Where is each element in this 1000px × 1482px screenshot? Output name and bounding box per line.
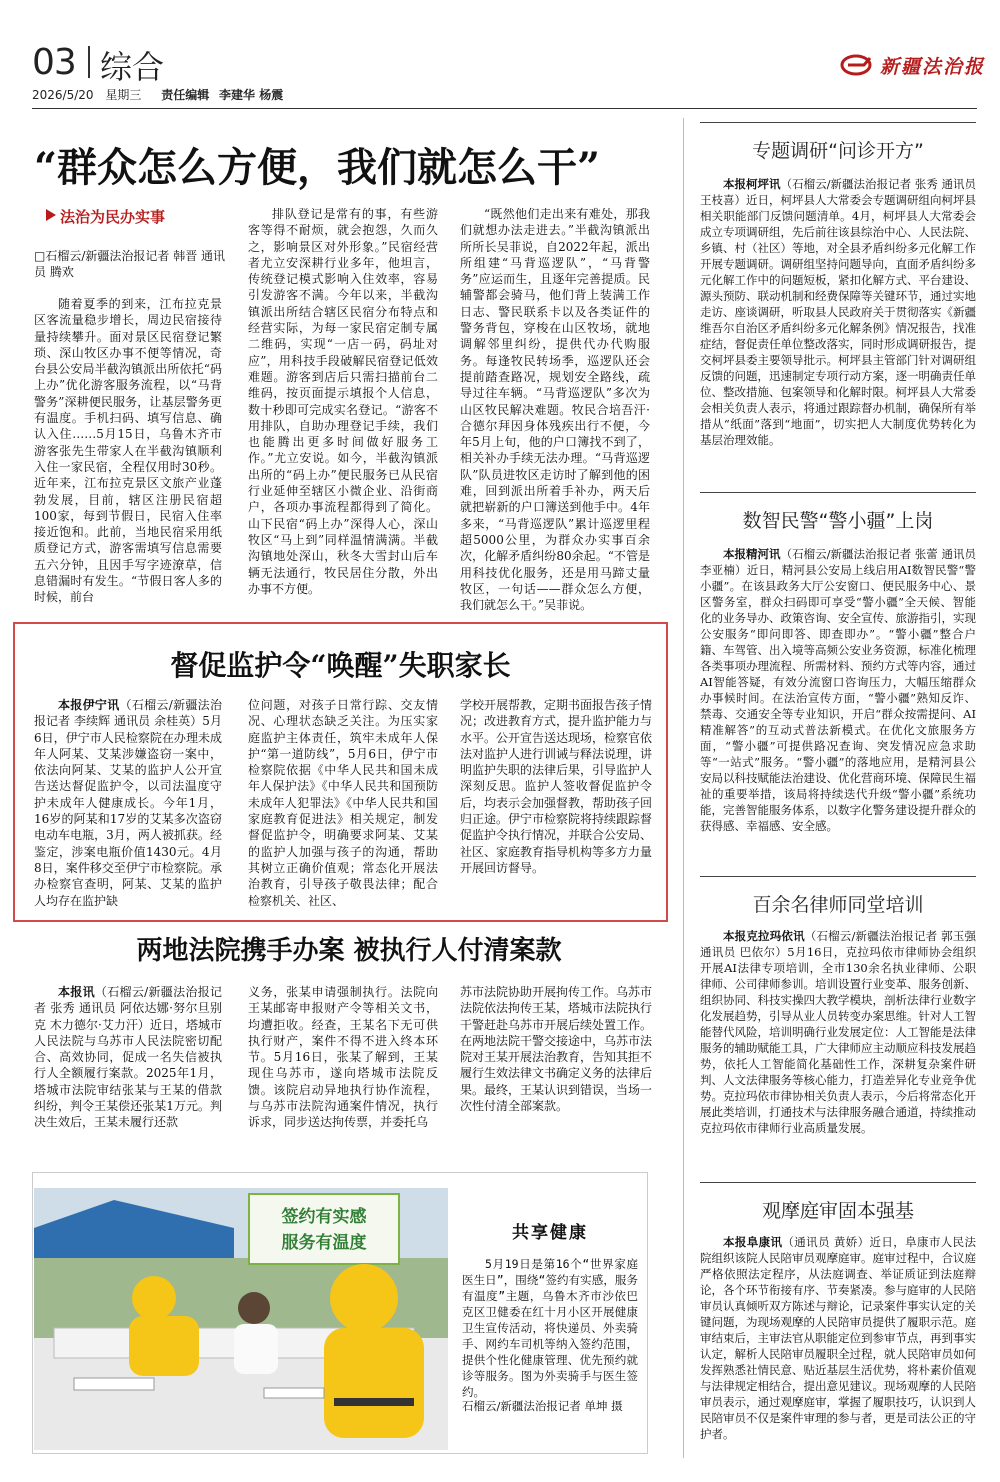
masthead-title: 新疆法治报 bbox=[880, 56, 986, 78]
sidebar-title-4: 观摩庭审固本强基 bbox=[700, 1196, 976, 1223]
sidebar-story-2-text: （石榴云/新疆法治报记者 张蕾 通讯员 李亚楠）近日，精河县公安局上线启用AI数智民警“警小疆”。在该县政务大厅公安窗口、便民服务中心、景区警务室，群众扫码即可享受“警小疆”全天候、智能化的业务导办、政策咨询、安全宣传、旅游指引，实现公安服务“即问即答、即查即办”。“警小疆”整合户籍、车驾管、出入境等高频公安业务资源，标准化梳理各类事项办理流程、所需材料、预约方式等内容，通过AI智能答疑，有效分流窗口咨询压力，大幅压缩群众办事候时间。在法治宣传方面，“警小疆”熟知反诈、禁毒、交通安全等专业知识，开启“群众按需提问、AI精准解答”的互动式普法新模式。在优化文旅服务方面，“警小疆”可提供路况查询、突发情况应急求助等“一站式”服务。“警小疆”的落地应用，是精河县公安局以科技赋能法治建设、优化营商环境、保障民生福祉的重要举措，该局将持续迭代升级“警小疆”系统功能，完善智能服务体系，以数字化警务建设提升群众的获得感、幸福感、安全感。 bbox=[700, 547, 976, 833]
column-separator bbox=[683, 118, 684, 1458]
header-meta bbox=[32, 86, 283, 103]
sidebar-dateline-1: 本报柯坪讯 bbox=[723, 177, 781, 191]
editors-label: 责任编辑 bbox=[161, 88, 210, 102]
issue-date: 2026/5/20 bbox=[32, 88, 94, 102]
sidebar-story-4-text: （通讯员 黄娇）近日，阜康市人民法院组织该院人民陪审员观摩庭审。庭审过程中，合议庭严格依照法定程序，从法庭调查、举证质证到法庭辩论，各个环节衔接有序、节奏紧凑。参与庭审的人民陪审员认真倾听双方陈述与辩论，记录案件事实认定的关键问题，为现场观摩的人民陪审员提供了履职示范。庭审结束后，主审法官从职能定位到参审节点，再到事实认定，解析人民陪审员履职全过程，就人民陪审员如何发挥熟悉社情民意、贴近基层生活优势，将朴素价值观与法律规定相结合，提出意见建议。现场观摩的人民陪审员表示，通过观摩庭审，掌握了履职技巧，认识到人民陪审员不仅是案件审理的参与者，更是司法公正的守护者。 bbox=[700, 1235, 976, 1441]
guardian-column-1 bbox=[34, 697, 222, 909]
court-dateline: 本报讯 bbox=[58, 985, 95, 999]
court-headline: 两地法院携手办案 被执行人付清案款 bbox=[136, 936, 562, 966]
sidebar-title-2: 数智民警“警小疆”上岗 bbox=[700, 506, 976, 533]
section-name: 综合 bbox=[100, 48, 165, 86]
guardian-headline: 督促监护令“唤醒”失职家长 bbox=[170, 649, 511, 682]
masthead bbox=[840, 48, 986, 82]
sidebar-story-3-text: （石榴云/新疆法治报记者 郭玉强 通讯员 巴依尔）5月16日，克拉玛依市律师协会组织开展AI法律专项培训，全市130余名执业律师、公职律师、公司律师参训。培训设置行业变革、服务创新、组织协同、科技实操四大教学模块，剖析法律行业数字化发展趋势，引导从业人员转变办案思维。针对人工智能替代风险，培训明确行业发展定位：人工智能是法律服务的辅助赋能工具，广大律师应主动顺应科技发展趋势，依托人工智能简化基础性工作，深耕复杂案件研判、人文法律服务等核心能力，打造差异化专业竞争优势。克拉玛依市律协相关负责人表示，今后将常态化开展此类培训，打通技术与法律服务融合通道，持续推动克拉玛依市律师行业高质量发展。 bbox=[700, 929, 976, 1135]
photo-banner-line-1: 签约有实感 bbox=[281, 1207, 367, 1227]
lead-column-3: “既然他们走出来有难处，那我们就想办法走进去。”半截沟镇派出所所长吴菲说，自2022年起，派出所组建“马背巡逻队”，“马背警务”应运而生，且逐年完善提质。民辅警都会骑马，他们背上装满工作日志、警民联系卡以及各类证件的警务背包，穿梭在山区牧场，就地调解邻里纠纷，提供代办代购服务。每逢牧民转场季，巡逻队还会提前踏查路况，规划安全路线，疏导过往车辆。“马背巡逻队”多次为山区牧民解决难题。牧民合培吾汗·合德尔拜因身体残疾出行不便，今年5月上旬，他的户口簿找不到了，相关补办手续无法办理。“马背巡逻队”队员进牧区走访时了解到他的困难，回到派出所着手补办，两天后就把崭新的户口簿送到他手中。4年多来，“马背巡逻队”累计巡逻里程超5000公里，为群众办实事百余次，化解矛盾纠纷80余起。“不管是用科技优化服务，还是用马蹄丈量牧区，一句话——群众怎么方便，我们就怎么干。”吴菲说。 bbox=[460, 207, 650, 613]
court-column-1 bbox=[34, 984, 222, 1144]
sidebar-title-1: 专题调研“问诊开方” bbox=[700, 136, 976, 163]
lead-headline: “群众怎么方便，我们就怎么干” bbox=[34, 144, 601, 191]
news-photo bbox=[34, 1188, 448, 1450]
sidebar-story-1 bbox=[700, 176, 976, 476]
kicker-arrow-icon bbox=[46, 209, 56, 221]
header-divider bbox=[88, 46, 90, 78]
sidebar-dateline-4: 本报阜康讯 bbox=[723, 1235, 783, 1249]
guardian-column-3: 学校开展帮教，定期书面报告孩子情况；改进教育方式，提升监护能力与水平。公开宣告送达现场，检察官依法对监护人进行训诫与释法说理，讲明监护失职的法律后果，引导监护人深刻反思。监护人签收督促监护令后，均表示会加强督教，帮助孩子回归正途。伊宁市检察院将持续跟踪督促监护令执行情况，并联合公安局、社区、家庭教育指导机构等多方力量开展回访督导。 bbox=[460, 698, 652, 875]
sidebar-dateline-3: 本报克拉玛依讯 bbox=[723, 929, 805, 943]
court-column-2: 义务，张某申请强制执行。法院向王某邮寄申报财产令等相关文书，均遭拒收。经查，王某名下无可供执行财产，案件不得不进入终本环节。5月16日，张某了解到，王某现住乌苏市，遂向塔城市法院反馈。该院启动异地执行协作流程，与乌苏市法院沟通案件情况，执行诉求，同步送达拘传票，并委托乌 bbox=[248, 985, 438, 1130]
photo-illustration bbox=[34, 1188, 448, 1450]
sidebar-title-3: 百余名律师同堂培训 bbox=[700, 890, 976, 917]
lead-column-2: 排队登记是常有的事，有些游客等得不耐烦，就会抱怨，久而久之，影响景区对外形象。”民宿经营者尤立安深耕行业多年，他坦言，传统登记模式影响入住效率，容易引发游客不满。今年以来，半截沟镇派出所结合辖区民宿分布特点和经营实际，为每一家民宿定制专属二维码，实现“一店一码，码址对应”，用科技手段破解民宿登记低效难题。游客到店后只需扫描前台二维码，按页面提示填报个人信息，数十秒即可完成实名登记。“游客不用排队，自助办理登记手续，我们也能腾出更多时间做好服务工作。”尤立安说。如今，半截沟镇派出所的“码上办”便民服务已从民宿行业延伸至辖区小微企业、沿街商户，各项办事流程都得到了简化。山下民宿“码上办”深得人心，深山牧区“马上到”同样温情满满。半截沟镇地处深山，秋冬大雪封山后车辆无法通行，牧民居住分散，外出办事不方便。 bbox=[248, 207, 438, 596]
photo-banner-line-2: 服务有温度 bbox=[281, 1233, 367, 1253]
masthead-logo-icon bbox=[840, 50, 876, 78]
photo-credit: 石榴云/新疆法治报记者 单坤 摄 bbox=[462, 1399, 623, 1413]
guardian-dateline: 本报伊宁讯 bbox=[58, 698, 120, 712]
photo-caption: 5月19日是第16个“世界家庭医生日”，围绕“签约有实感，服务有温度”主题，乌鲁木齐市沙依巴克区卫健委在红十月小区开展健康卫生宣传活动，将快递员、外卖骑手、网约车司机等纳入签约范围，提供个性化健康管理、优先预约就诊等服务。图为外卖骑手与医生签约。 bbox=[462, 1257, 638, 1399]
lead-byline: □石榴云/新疆法治报记者 韩晋 通讯员 腾欢 bbox=[34, 249, 226, 279]
lead-kicker: 法治为民办实事 bbox=[60, 208, 166, 226]
page-number: 03 bbox=[32, 42, 76, 83]
sidebar-dateline-2: 本报精河讯 bbox=[723, 547, 781, 561]
sidebar-story-1-text: （石榴云/新疆法治报记者 张秀 通讯员 王枝喜）近日，柯坪县人大常委会专题调研组向柯坪县相关职能部门反馈问题清单。4月，柯坪县人大常委会成立专项调研组，先后前往该县综治中心、人民法院、乡镇、村（社区）等地，对全县矛盾纠纷多元化解工作开展专题调研。调研组坚持问题导向，直面矛盾纠纷多元化解工作中的问题短板，紧扣化解方式、平台建设、源头预防、联动机制和经费保障等关键环节，通过实地走访、座谈调研，听取县人民政府关于贯彻落实《新疆维吾尔自治区矛盾纠纷多元化解条例》情况报告，找准症结，督促责任单位整改落实，同时形成调研报告，提交柯坪县委主要领导批示。柯坪县主管部门针对调研组反馈的问题，迅速制定专项行动方案，逐一明确责任单位、整改措施、包案领导和化解时限。柯坪县人大常委会相关负责人表示，将通过跟踪督办机制，确保所有举措从“纸面”落到“地面”，切实把人大制度优势转化为基层治理效能。 bbox=[700, 177, 976, 447]
guardian-column-2: 位问题，对孩子日常行踪、交友情况、心理状态缺乏关注。为压实家庭监护主体责任，筑牢未成年人保护“第一道防线”，5月6日，伊宁市检察院依据《中华人民共和国未成年人保护法》《中华人民共和国预防未成年人犯罪法》《中华人民共和国家庭教育促进法》相关规定，制发督促监护令，明确要求阿某、艾某的监护人加强与孩子的沟通，帮助其树立正确价值观；常态化开展法治教育，引导孩子敬畏法律；配合检察机关、社区、 bbox=[248, 698, 438, 908]
court-column-3: 苏市法院协助开展拘传工作。乌苏市法院依法拘传王某，塔城市法院执行干警赶赴乌苏市开展后续处置工作。在两地法院干警交接途中，乌苏市法院对王某开展法治教育，告知其拒不履行生效法律文书确定义务的法律后果。最终，王某认识到错误，当场一次性付清全部案款。 bbox=[460, 985, 652, 1114]
sidebar-story-2 bbox=[700, 546, 976, 868]
header-rule bbox=[32, 108, 977, 109]
sidebar-story-3 bbox=[700, 928, 976, 1164]
sidebar-story-4 bbox=[700, 1234, 976, 1456]
court-column-1-text: （石榴云/新疆法治报记者 张秀 通讯员 阿依达娜·努尔旦别克 木力德尔·艾力汗）近日，塔城市人民法院与乌苏市人民法院密切配合、高效协同，促成一名失信被执行人全额履行案款。2025年1月，塔城市法院审结张某与王某的借款纠纷，判令王某偿还张某1万元。判决生效后，王某未履行还款 bbox=[34, 985, 222, 1130]
photo-title: 共享健康 bbox=[512, 1223, 588, 1243]
guardian-column-1-text: （石榴云/新疆法治报记者 李续辉 通讯员 余桂英）5月6日，伊宁市人民检察院在办理未成年人阿某、艾某涉嫌盗窃一案中，依法向阿某、艾某的监护人公开宣告送达督促监护令，以司法温度守护未成年人健康成长。今年1月，16岁的阿某和17岁的艾某多次盗窃电动车电瓶，3月，两人被抓获。经鉴定，涉案电瓶价值1430元。4月8日，案件移交至伊宁市检察院。承办检察官查明，阿某、艾某的监护人均存在监护缺 bbox=[34, 698, 222, 908]
editors-names: 李建华 杨震 bbox=[219, 88, 284, 102]
issue-weekday: 星期三 bbox=[105, 88, 142, 102]
lead-column-1: 随着夏季的到来，江布拉克景区客流量稳步增长，周边民宿接待量持续攀升。面对景区民宿登记繁琐、深山牧区办事不便等情况，奇台县公安局半截沟镇派出所依托“码上办”优化游客服务流程，以“马背警务”深耕便民服务，让基层警务更有温度。手机扫码、填写信息、确认入住……5月15日，乌鲁木齐市游客张先生带家人在半截沟镇顺利入住一家民宿，全程仅用时30秒。近年来，江布拉克景区文旅产业蓬勃发展，目前，辖区注册民宿超100家，每到节假日，民宿入住率接近饱和。此前，当地民宿采用纸质登记方式，游客需填写信息需要五六分钟，且因手写字迹潦草，信息错漏时有发生。“节假日客人多的时候，前台 bbox=[34, 297, 222, 605]
